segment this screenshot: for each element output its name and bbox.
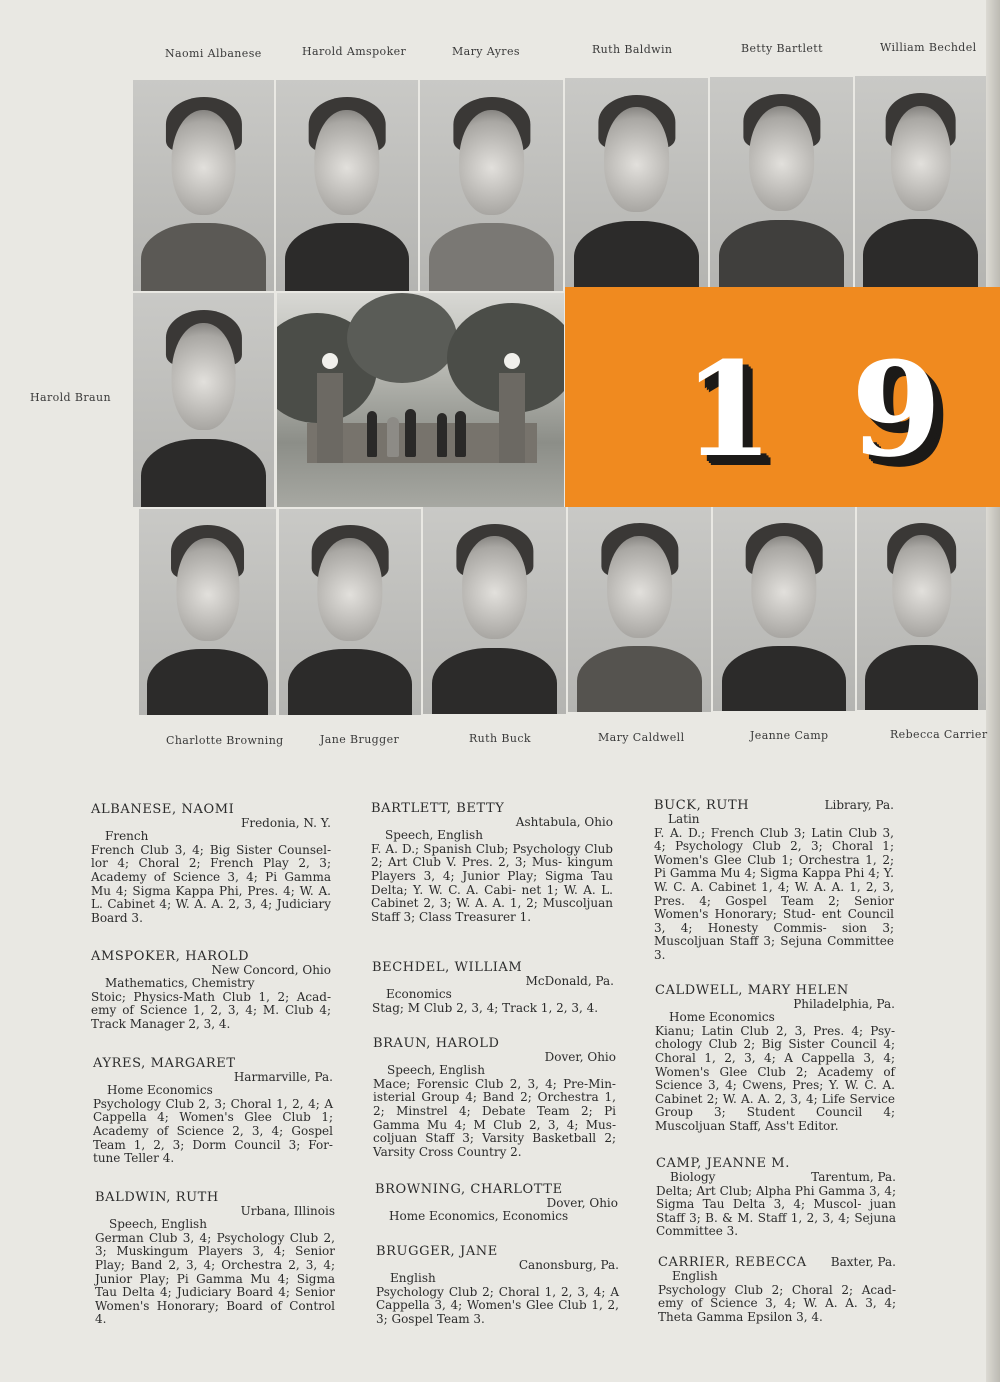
entry-major: Home Economics, Economics [389, 1209, 569, 1224]
portrait-charlotte-browning [139, 509, 276, 715]
entry-name: BALDWIN, RUTH [95, 1190, 219, 1205]
entry-town: Ashtabula, Ohio [515, 814, 613, 829]
entry-activities: Stag; M Club 2, 3, 4; Track 1, 2, 3, 4. [372, 1000, 599, 1015]
caption-harold-amspoker: Harold Amspoker [302, 45, 407, 58]
caption-naomi-albanese: Naomi Albanese [165, 47, 262, 60]
portrait-mary-ayres [420, 80, 563, 291]
entry-activities: Psychology Club 2; Choral 2; Acad- emy of Science 3, 4; W. A. A. 3, 4; Theta Gamma Epsilon 3, 4. [658, 1282, 896, 1324]
entry-name: CAMP, JEANNE M. [656, 1156, 790, 1171]
entry-name: AYRES, MARGARET [93, 1056, 236, 1071]
entry-name: BECHDEL, WILLIAM [372, 960, 523, 975]
caption-rebecca-carrier: Rebecca Carrier [890, 728, 988, 741]
portrait-ruth-baldwin [565, 78, 708, 288]
entry-major: Home Economics [107, 1083, 213, 1098]
entry-major: French [105, 829, 149, 844]
entry-town: Harmarville, Pa. [233, 1069, 333, 1084]
entry-activities: Psychology Club 2; Choral 1, 2, 3, 4; A Cappella 3, 4; Women's Glee Club 1, 2, 3; Gospel Team 3. [376, 1284, 619, 1326]
portrait-jane-brugger [279, 509, 421, 715]
entry-buck [654, 799, 894, 963]
entry-activities: French Club 3, 4; Big Sister Counsel- lor 4; Choral 2; French Play 2, 3; Academy of Science 3, 4; Pi Gamma Mu 4; Sigma Kappa Phi, Pres. 4; W. A. L. Cabinet 4; W. A. A. 2, 3, 4; Judiciary Board 3. [91, 842, 331, 925]
caption-william-bechdel: William Bechdel [880, 41, 977, 54]
entry-caldwell [655, 984, 895, 1134]
portrait-jeanne-camp [713, 507, 855, 711]
portrait-william-bechdel [855, 76, 986, 287]
entry-name: BARTLETT, BETTY [371, 801, 505, 816]
entry-baldwin [95, 1191, 335, 1327]
campus-gate-photo [277, 293, 564, 507]
entry-activities: F. A. D.; French Club 3; Latin Club 3, 4; Psychology Club 2, 3; Choral 1; Women's Glee Club 1; Orchestra 1, 2; Pi Gamma Mu 4; Sigma Kappa Phi 4; Y. W. C. A. Cabinet 1, 4; W. A. A. 1, 2, 3, Pres. 4; Gospel Team 2; Senior Women's Honorary; Stud- ent Council 3, 4; Honesty Commis- sion 3; Muscoljuan Staff 3; Sejuna Committee 3. [654, 825, 894, 962]
entry-activities: German Club 3, 4; Psychology Club 2, 3; Muskingum Players 3, 4; Senior Play; Band 2, 3, 4; Orchestra 2, 3, 4; Junior Play; Pi Gamma Mu 4; Sigma Tau Delta 4; Judiciary Board 4; Senior Women's Honorary; Board of Control 4. [95, 1230, 335, 1327]
portrait-naomi-albanese [133, 80, 274, 291]
entry-name: CARRIER, REBECCA [658, 1255, 807, 1270]
entry-major: Biology [670, 1169, 716, 1184]
caption-jeanne-camp: Jeanne Camp [750, 729, 829, 742]
entry-town: Baxter, Pa. [830, 1255, 896, 1269]
entry-major: English [390, 1271, 436, 1286]
entry-activities: Mace; Forensic Club 2, 3, 4; Pre-Min- isterial Group 4; Band 2; Orchestra 1, 2; Minstrel 4; Debate Team 2; Pi Gamma Mu 4; M Club 2, 3, 4; Mus- coljuan Staff 3; Varsity Basketball 2; Varsity Cross Country 2. [373, 1076, 616, 1159]
caption-mary-caldwell: Mary Caldwell [598, 731, 685, 744]
caption-mary-ayres: Mary Ayres [452, 45, 520, 58]
entry-camp [656, 1157, 896, 1239]
entry-activities: Psychology Club 2, 3; Choral 1, 2, 4; A Cappella 4; Women's Glee Club 1; Academy of Science 2, 3, 4; Gospel Team 1, 2, 3; Dorm Council 3; For- tune Teller 4. [93, 1096, 333, 1166]
entry-town: Dover, Ohio [546, 1195, 618, 1210]
entry-name: BUCK, RUTH [654, 798, 750, 813]
entry-town: Philadelphia, Pa. [793, 996, 895, 1011]
year-digit-1: 1 [683, 333, 774, 486]
entry-town: Canonsburg, Pa. [518, 1257, 619, 1272]
entry-major: Latin [668, 812, 700, 826]
portrait-betty-bartlett [710, 77, 853, 287]
caption-harold-braun: Harold Braun [30, 391, 111, 404]
entry-major: Economics [386, 987, 452, 1002]
entry-major: Speech, English [385, 828, 483, 843]
entry-major: Home Economics [669, 1010, 775, 1025]
entry-major: Mathematics, Chemistry [105, 976, 255, 991]
entry-name: CALDWELL, MARY HELEN [655, 983, 849, 998]
entry-carrier [658, 1256, 896, 1324]
year-banner [565, 287, 1000, 507]
portrait-rebecca-carrier [857, 507, 986, 710]
page-edge [986, 0, 1000, 1382]
entry-town: Fredonia, N. Y. [241, 815, 331, 830]
entry-town: McDonald, Pa. [525, 973, 614, 988]
entry-name: BRUGGER, JANE [376, 1244, 498, 1259]
portrait-harold-braun [133, 293, 274, 507]
entry-bartlett [371, 802, 613, 924]
entry-town: Tarentum, Pa. [811, 1169, 896, 1184]
entry-albanese [91, 803, 331, 925]
portrait-ruth-buck [423, 507, 566, 714]
caption-jane-brugger: Jane Brugger [320, 733, 400, 746]
caption-betty-bartlett: Betty Bartlett [741, 42, 823, 55]
entry-activities: Kianu; Latin Club 2, 3, Pres. 4; Psy- chology Club 2; Big Sister Council 4; Choral 1, 2, 3, 4; A Cappella 3, 4; Women's Glee Club 2; Academy of Science 3, 4; Cwens, Pres; Y. W. C. A. Cabinet 2; W. A. A. 2, 3, 4; Life Service Group 3; Student Council 4; Muscoljuan Staff, Ass't Editor. [655, 1023, 895, 1133]
portrait-mary-caldwell [568, 507, 711, 712]
caption-ruth-buck: Ruth Buck [469, 732, 531, 745]
entry-name: BRAUN, HAROLD [373, 1036, 500, 1051]
entry-major: English [672, 1269, 718, 1283]
caption-charlotte-browning: Charlotte Browning [166, 734, 284, 747]
entry-name: BROWNING, CHARLOTTE [375, 1182, 563, 1197]
entry-town: Library, Pa. [824, 798, 894, 812]
entry-town: New Concord, Ohio [211, 962, 331, 977]
entry-brugger [376, 1245, 619, 1327]
entry-town: Urbana, Illinois [240, 1203, 335, 1218]
entry-name: ALBANESE, NAOMI [91, 802, 235, 817]
entry-amspoker [91, 950, 331, 1032]
entry-major: Speech, English [109, 1217, 207, 1232]
entry-braun [373, 1037, 616, 1159]
caption-ruth-baldwin: Ruth Baldwin [592, 43, 673, 56]
entry-major: Speech, English [387, 1063, 485, 1078]
entry-ayres [93, 1057, 333, 1166]
entry-activities: Delta; Art Club; Alpha Phi Gamma 3, 4; Sigma Tau Delta 3, 4; Muscol- juan Staff 3; B. & M. Staff 1, 2, 3, 4; Sejuna Committee 3. [656, 1183, 896, 1239]
entry-activities: F. A. D.; Spanish Club; Psychology Club 2; Art Club V. Pres. 2, 3; Mus- kingum Players 3, 4; Junior Play; Sigma Tau Delta; Y. W. C. A. Cabi- net 1; W. A. L. Cabinet 2, 3; W. A. A. 1, 2; Muscoljuan Staff 3; Class Treasurer 1. [371, 841, 613, 924]
entry-browning [375, 1183, 618, 1224]
portrait-harold-amspoker [276, 80, 418, 291]
entry-activities: Stoic; Physics-Math Club 1, 2; Acad- emy of Science 1, 2, 3, 4; M. Club 4; Track Manager 2, 3, 4. [91, 989, 331, 1031]
year-digit-2: 9 [851, 333, 942, 486]
entry-town: Dover, Ohio [544, 1049, 616, 1064]
entry-name: AMSPOKER, HAROLD [91, 949, 250, 964]
entry-bechdel [372, 961, 614, 1015]
